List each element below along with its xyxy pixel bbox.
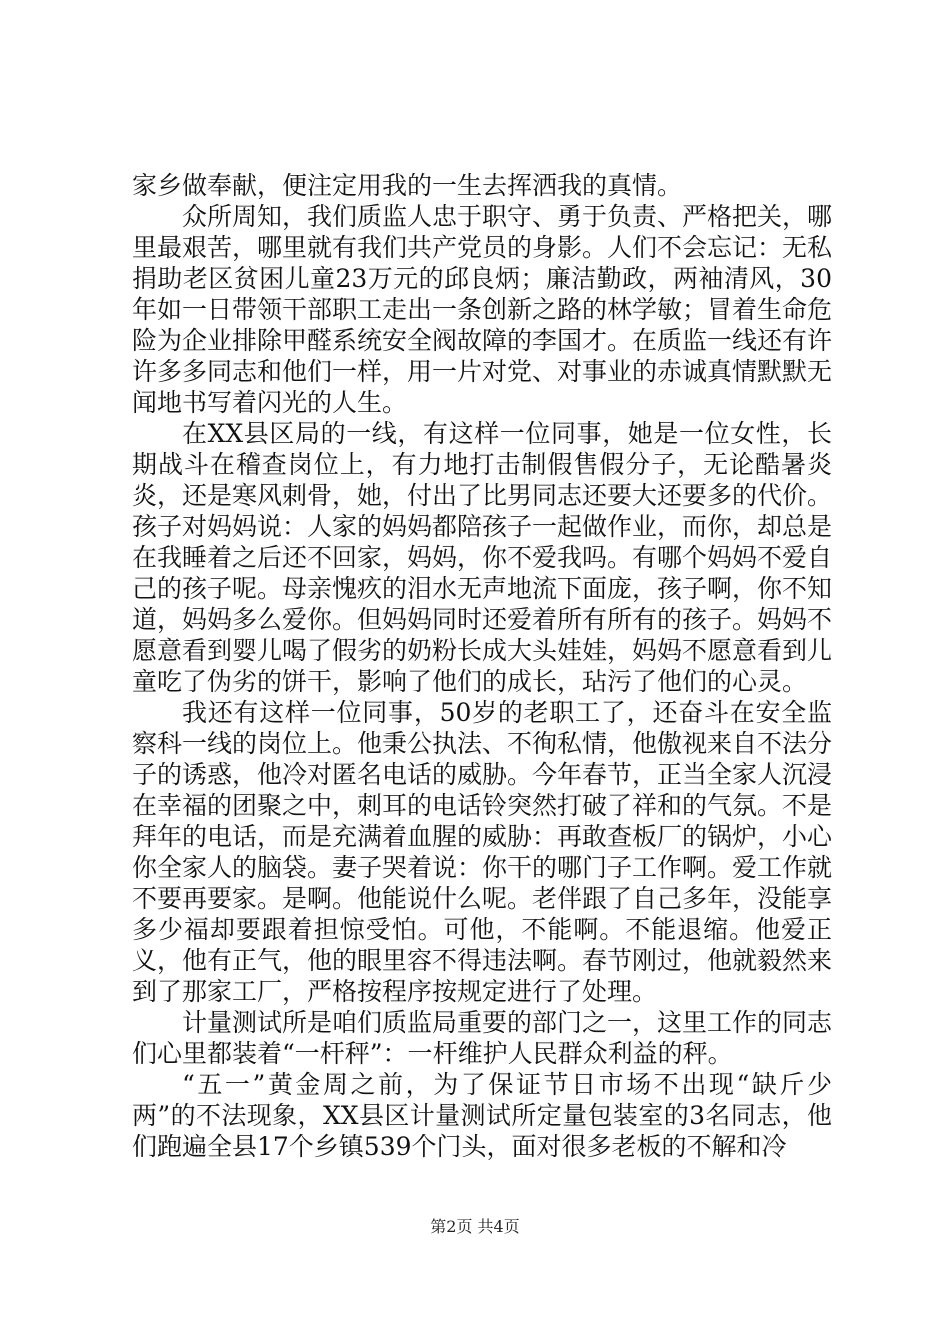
paragraph-6: “五一”黄金周之前，为了保证节日市场不出现“缺斤少两”的不法现象，XX县区计量测试所定量包装室的3名同志，他们跑遍全县17个乡镇539个门头，面对很多老板的不解和冷 <box>132 1070 832 1161</box>
paragraph-4: 我还有这样一位同事，50岁的老职工了，还奋斗在安全监察科一线的岗位上。他秉公执法、不徇私情，他傲视来自不法分子的诱惑，他冷对匿名电话的威胁。今年春节，正当全家人沉浸在幸福的团聚之中，刺耳的电话铃突然打破了祥和的气氛。不是拜年的电话，而是充满着血腥的威胁：再敢查板厂的锅炉，小心你全家人的脑袋。妻子哭着说：你干的哪门子工作啊。爱工作就不要再要家。是啊。他能说什么呢。老伴跟了自己多年，没能享多少福却要跟着担惊受怕。可他，不能啊。不能退缩。他爱正义，他有正气，他的眼里容不得违法啊。春节刚过，他就毅然来到了那家工厂，严格按程序按规定进行了处理。 <box>132 698 833 1006</box>
paragraph-3: 在XX县区局的一线，有这样一位同事，她是一位女性，长期战斗在稽查岗位上，有力地打击制假售假分子，无论酷暑炎炎，还是寒风刺骨，她，付出了比男同志还要大还要多的代价。孩子对妈妈说：人家的妈妈都陪孩子一起做作业，而你，却总是在我睡着之后还不回家，妈妈，你不爱我吗。有哪个妈妈不爱自己的孩子呢。母亲愧疚的泪水无声地流下面庞，孩子啊，你不知道，妈妈多么爱你。但妈妈同时还爱着所有所有的孩子。妈妈不愿意看到婴儿喝了假劣的奶粉长成大头娃娃，妈妈不愿意看到儿童吃了伪劣的饼干，影响了他们的成长，玷污了他们的心灵。 <box>132 419 833 696</box>
paragraph-1: 家乡做奉献，便注定用我的一生去挥洒我的真情。 <box>132 171 683 200</box>
page-footer: 第2页 共4页 <box>430 1217 520 1236</box>
paragraph-5: 计量测试所是咱们质监局重要的部门之一，这里工作的同志们心里都装着“一杆秤”：一杆维护人民群众利益的秤。 <box>132 1008 833 1068</box>
paragraph-2: 众所周知，我们质监人忠于职守、勇于负责、严格把关，哪里最艰苦，哪里就有我们共产党员的身影。人们不会忘记：无私捐助老区贫困儿童23万元的邱良炳；廉洁勤政，两袖清风，30年如一日带领干部职工走出一条创新之路的林学敏；冒着生命危险为企业排除甲醛系统安全阀故障的李国才。在质监一线还有许许多多同志和他们一样，用一片对党、对事业的赤诚真情默默无闻地书写着闪光的人生。 <box>132 202 833 417</box>
document-body <box>132 170 832 1162</box>
